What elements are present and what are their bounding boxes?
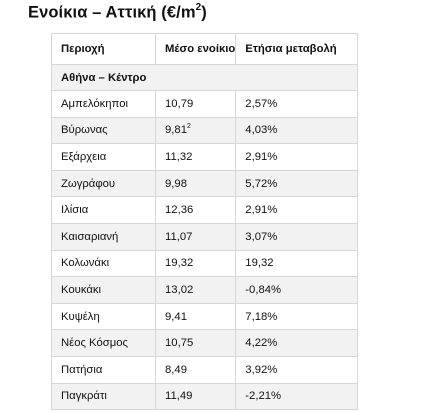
header-annual-change: Ετήσια μεταβολή	[236, 34, 358, 65]
table-row	[52, 144, 358, 171]
table-row	[52, 330, 358, 357]
cell-area: Ιλίσια	[52, 197, 156, 224]
rent-table	[51, 33, 358, 410]
cell-average-rent	[156, 223, 236, 250]
page-title	[28, 3, 207, 23]
cell-annual-change: 19,32	[236, 250, 358, 277]
cell-average-rent	[156, 197, 236, 224]
header-average-rent: Μέσο ενοίκιο	[156, 34, 236, 65]
cell-area: Κολωνάκι	[52, 250, 156, 277]
cell-average-rent	[156, 277, 236, 304]
cell-annual-change: 4,03%	[236, 117, 358, 144]
rent-value: 11,07	[165, 230, 193, 243]
table-row	[52, 170, 358, 197]
page-title-close: )	[201, 3, 207, 22]
cell-annual-change: -0,84%	[236, 277, 358, 304]
cell-average-rent	[156, 330, 236, 357]
table-row	[52, 91, 358, 118]
cell-annual-change: 7,18%	[236, 303, 358, 330]
cell-area: Αμπελόκηποι	[52, 91, 156, 118]
cell-average-rent	[156, 117, 236, 144]
cell-average-rent	[156, 250, 236, 277]
table-row	[52, 223, 358, 250]
cell-area: Νέος Κόσμος	[52, 330, 156, 357]
cell-area: Ζωγράφου	[52, 170, 156, 197]
cell-annual-change: 3,92%	[236, 356, 358, 383]
cell-annual-change: 2,91%	[236, 144, 358, 171]
rent-value: 10,75	[165, 337, 194, 350]
table-row	[52, 117, 358, 144]
rent-value: 8,49	[165, 363, 187, 376]
table-row	[52, 356, 358, 383]
rent-value: 11,32	[165, 150, 193, 163]
page-title-text: Ενοίκια – Αττική (€/m	[28, 3, 196, 22]
table-header-row	[52, 34, 358, 65]
cell-area: Καισαριανή	[52, 223, 156, 250]
page-title-superscript: 2	[195, 2, 202, 13]
table-row	[52, 383, 358, 410]
cell-area: Βύρωνας	[52, 117, 156, 144]
table-row	[52, 277, 358, 304]
table-row	[52, 197, 358, 224]
table-row	[52, 303, 358, 330]
cell-annual-change: -2,21%	[236, 383, 358, 410]
cell-area: Κουκάκι	[52, 277, 156, 304]
footnote-marker: 2	[187, 123, 191, 131]
cell-average-rent	[156, 383, 236, 410]
cell-annual-change: 2,91%	[236, 197, 358, 224]
table-row	[52, 250, 358, 277]
rent-value: 9,41	[165, 310, 187, 323]
cell-area: Πατήσια	[52, 356, 156, 383]
cell-average-rent	[156, 144, 236, 171]
cell-annual-change: 5,72%	[236, 170, 358, 197]
cell-average-rent	[156, 91, 236, 118]
cell-annual-change: 4,22%	[236, 330, 358, 357]
group-row	[52, 65, 358, 91]
header-area: Περιοχή	[52, 34, 156, 65]
cell-average-rent	[156, 170, 236, 197]
cell-annual-change: 2,57%	[236, 91, 358, 118]
cell-area: Κυψέλη	[52, 303, 156, 330]
cell-area: Εξάρχεια	[52, 144, 156, 171]
rent-value: 9,81	[165, 124, 187, 137]
rent-value: 9,98	[165, 177, 187, 190]
group-label: Αθήνα – Κέντρο	[52, 65, 358, 91]
cell-average-rent	[156, 356, 236, 383]
cell-area: Παγκράτι	[52, 383, 156, 410]
rent-value: 19,32	[165, 257, 194, 270]
rent-value: 13,02	[165, 283, 194, 296]
rent-value: 10,79	[165, 97, 194, 110]
rent-value: 12,36	[165, 204, 194, 217]
rent-value: 11,49	[165, 390, 193, 403]
cell-annual-change: 3,07%	[236, 223, 358, 250]
cell-average-rent	[156, 303, 236, 330]
